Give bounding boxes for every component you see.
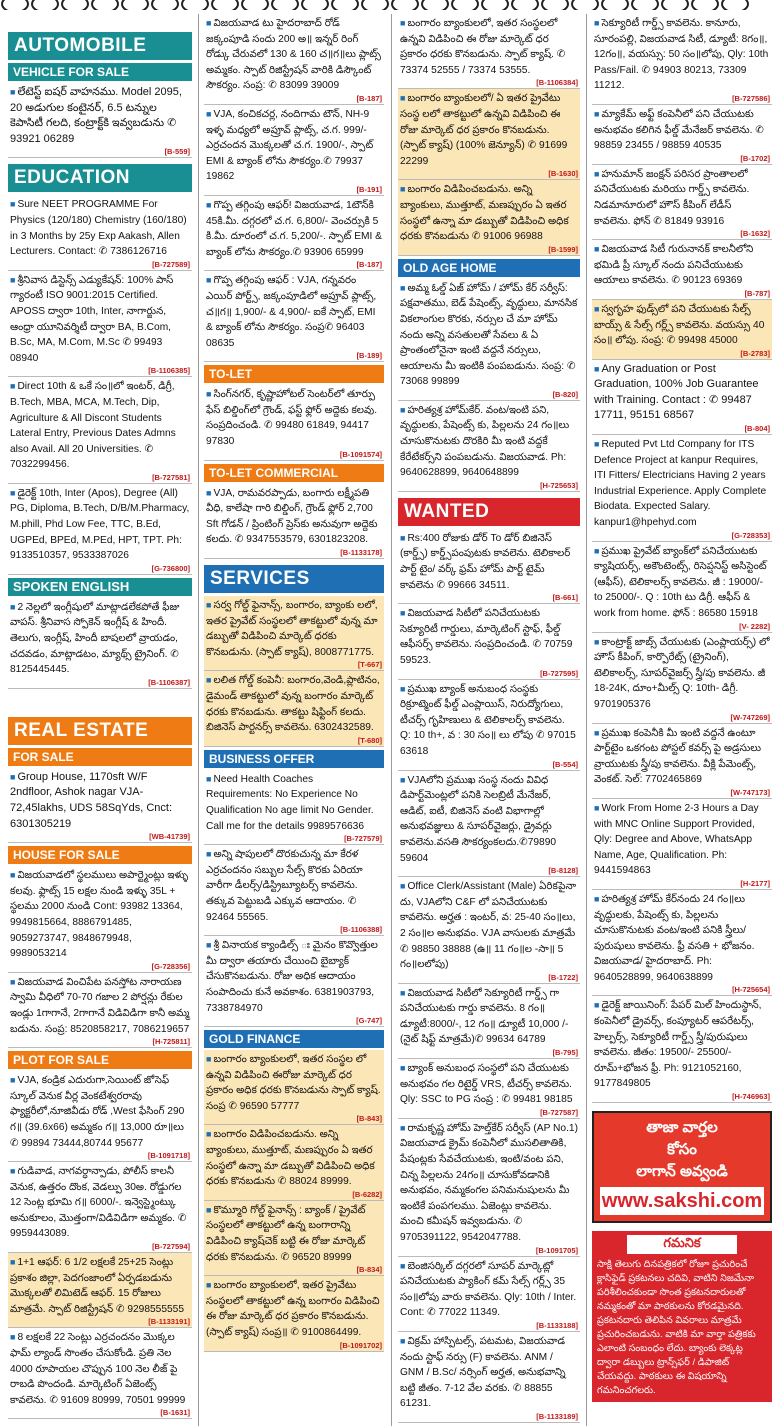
column-divider (586, 14, 587, 1426)
sakshi-promo-banner[interactable] (592, 1111, 772, 1223)
notice-body: సాక్షి తెలుగు దినపత్రికలో రోజూ ప్రచురించే క్లాసిఫైడ్ ప్రకటనలు చదివి, వాటిని నిజమేనా పరిశీలించకుండా సొంత ప్రకటనదారులతో నమ్మకంతో మా పాఠకులను కోరడమైనది. ప్రకటనదారు తెలిపిన వివరాలు మాత్రమే ప్రచురించబడును. వాటికి మా వార్తా పత్రికకు ఎలాంటి సంబంధం లేదు. బ్యాంకు లెక్కట్ల ద్వారా డబ్బులు ట్రాన్స్‌ఫర్ / డిపాజిట్ చేయవద్దు. పాఠకులు ఈ విషయాన్ని గమనించగలరు. (597, 1259, 756, 1397)
classified-ad: ■ VJA, కంచికచర్ల, నందిగామ టౌన్, NH-9 ఇళ్ళ మధ్యలో అప్రూవ్ ప్లాట్స్, చ.గ. 999/- ఎర్రచందన మొక్కలతో చ.గ. 1900/-, స్పాట్ EMI & బ్యాంక్ లోను సౌకర్యం.✆ 79937 19862 [B-191] (204, 105, 384, 196)
classified-ad: ■ విజయవాడ సిటీలో సెక్యూరిటీ గార్డ్స్ గా పనిచేయుటకు గార్డు కావలెను. 8 గం॥ డ్యూటీ:8000/-, 12 గం॥ డ్యూటీ 10,000 /- (నైట్ షిఫ్ట్ మాత్రమే)✆ 99634 64789 [B-795] (398, 984, 580, 1059)
classified-ad: ■ 8 లక్షలకే 22 సెంట్లు ఎర్రచందనం మొక్కల ఫామ్ ల్యాండ్ సొంతం చేసుకోండి. ప్రతి నెల 4000 రూపాయల చొప్పున 100 నెల లీజ్ పై రాబడి పొందండి. మార్కెటింగ్ ఏజెంట్స్ కావలెను. ✆ 91609 80999, 70501 99999 [B-1631] (8, 1328, 192, 1419)
ad-code: [B-727594] (152, 1242, 190, 1252)
ad-code: [B-1091705] (535, 1245, 578, 1255)
ad-code: [B-1722] (548, 972, 578, 982)
ad-code: [B-1632] (740, 229, 770, 239)
classified-ad: ■ సింగ్‌నగర్, కృష్ణాహోటల్ సెంటర్‌లో తూర్పు ఫేస్ బిల్డింగ్‌లో గ్రౌండ్, ఫస్ట్ ఫ్లోర్ అద్దెకు కలవు. సంప్రదించండి. ✆ 99480 61849, 94417 97830 [B-1091574] (204, 385, 384, 460)
ad-code: [B-191] (356, 184, 382, 194)
ad-code: [H-725811] (152, 1037, 190, 1047)
ad-code: [H-746963] (732, 1092, 770, 1102)
classified-ad: ■ కాంట్రాక్ట్ జాబ్స్ చేయుటకు (ఎంప్లాయర్స్) లో హౌస్ కీపింగ్, కార్పొరేట్స్ (ట్రైనింగ్), టెలికాలర్స్, సూపర్‌వైజర్స్ స్త్రీ/పు కావలెను. జీ 18-24K, దూం+మీల్స్ Q: 10th- డిగ్రీ. 9701905376 [W-747269] (592, 633, 772, 724)
ad-code: [T-667] (357, 660, 382, 670)
subsection-gold-finance: GOLD FINANCE (204, 1030, 384, 1048)
subsection-spoken-english: SPOKEN ENGLISH (8, 578, 192, 596)
classified-ad: ■ హనుమాన్ జంక్షన్ పరిసర ప్రాంతాలలో పనిచేయుటకు మరియు గార్డ్స్ కావలెను. నిడమానూరులో హౌస్ కీపింగ్ లేడీస్ కావలెను. ఫోన్ ✆ 81849 93916 [B-1632] (592, 165, 772, 240)
ad-code: [B-727579] (344, 834, 382, 844)
classified-ad-highlighted: ■ బంగారం బ్యాంకులలో, ఇతర ప్రైవేటు సంస్థలలో తాకట్టులో ఉన్న బంగారం విడిపించి ఈ రోజు మార్కెట్ ధర ప్రకారం కొనబడును. (స్పాట్ క్యాష్) సంప్ర॥ ✆ 9100864499. [B-1091702] (204, 1276, 384, 1351)
classified-ad: ■ డైరెక్ట్ 10th, Inter (Apos), Degree (All) PG, Diploma, B.Tech, D/B/M.Pharmacy, M.phill, Phd Low Fee, TTC, B.Ed, UGPEd, BPEd, M.PEd, HPT, TPT. Ph: 9133510357, 9533387026 [G-736800] (8, 484, 192, 575)
ad-code: [B-2783] (740, 348, 770, 358)
notice-title: గమనిక (627, 1235, 737, 1254)
ad-code: [B-1702] (740, 153, 770, 163)
classified-ad: ■ Any Graduation or Post Graduation, 100% Job Guarantee with Training. Contact : ✆ 99487 17711, 95151 68567 [B-804] (592, 360, 772, 435)
section-real-estate: REAL ESTATE (8, 717, 192, 745)
classified-ad: ■ అన్ని షాపులలో దొరకుచున్న మా కేరళ ఎర్రచందనం సబ్బుల సేల్స్ కొరకు ఏరియా వారీగా డీలర్స్/డిస్ట్రిబ్యూటర్స్ కావలెను. తక్కువ పెట్టుబడి ఎక్కువ ఆదాయం. ✆ 92464 55565. [B-1106388] (204, 845, 384, 936)
ad-code: [B-834] (356, 1265, 382, 1275)
ad-code: [B-727589] (152, 259, 190, 269)
classified-ad: ■ Work From Home 2-3 Hours a Day with MNC Online Support Provided, Qly: Degree and Above, WhatsApp Name, Age, Qualification. Ph: 9441594863 [H-2177] (592, 799, 772, 890)
ad-code: [B-189] (356, 351, 382, 361)
ad-code: [G-736800] (151, 563, 190, 573)
classified-ad: ■ ప్రముఖ ప్రైవేట్ బ్యాంక్‌లో పనిచేయుటకు క్యాషియర్స్, అకౌంటెంట్స్, రిసెప్షనిస్ట్ అసిస్టెంట్ (ఆఫీస్), టెలికాలర్స్ కావలెను. జీ : 19000/- to 25000/-. Q : 10th టు డిగ్రీ. ఆఫీస్ & work from home. ఫోన్ : 86580 15918 [V- 2282] (592, 542, 772, 633)
classified-ad: ■ హరిత్యశ్ర హోమ్ కేర్‌నందు 24 గం॥లు వృద్ధులకు, పేషెంట్స్ కు, పిల్లలను చూసుకొనుటకు వంట/ఇంటి పనికి స్త్రీలు/పురుషులు కావలెను. ఫ్రీ వసతి + భోజనం. విజయవాడ/ హైదరాబాద్. Ph: 9640528899, 9640638899 [H-725654] (592, 890, 772, 997)
ad-code: [B-787] (744, 288, 770, 298)
top-ornament-strip (0, 0, 775, 10)
classified-ad: ■ విజయవాడ సిటీలో పనిచేయుటకు సెక్యూరిటీ గార్డులు, మార్కెటింగ్ స్టాఫ్, ఫీల్డ్ ఆఫీసర్స్ కావలెను. సంప్రదించండి. ✆ 70759 59523. [B-727595] (398, 604, 580, 679)
classified-ad: ■ బంగారం బ్యాంకులలో, ఇతర సంస్థలలో ఉన్నవి విడిపించి ఈ రోజు మార్కెట్ ధర ప్రకారం ధరకు కొనబడును. స్పాట్ క్యాష్. ✆ 73374 52555 / 73374 53555. [B-1106384] (398, 14, 580, 89)
classified-ad: ■ విజయవాడ వించిపేట పనస్తోట నారాయణ స్వామి వీధిలో 70-70 గజాల 2 పోర్షన్లు రేకుల ఇండ్లు 1గాగానే, 2గాగానే విడివిడిగా కానీ అమ్మ బడును. సంప్ర: 8520858217, 7086219657 [H-725811] (8, 973, 192, 1048)
classified-ad: ■ గొప్ప తగ్గింపు ఆఫర్! విజయవాడ, 1టౌన్‌కి 45కి.మీ. దగ్గరలో చ.గ. 6,800/- వెంచర్సుకి 5 కి.మీ. దూరంలో చ.గ. 5,200/-. స్పాట్ EMI & బ్యాంక్ లోను సౌకర్యం.✆ 93906 65999 [B-187] (204, 196, 384, 271)
classified-ad-highlighted: ■ 1+1 ఆఫర్: 6 1/2 లక్షలకే 25+25 సెంట్లు ప్రకాశం జిల్లా, పెదగంజాంలో ఏర్పడబడును మొక్కలతో లిమిటెడ్ ఆఫర్. 15 రోజులు మాత్రమే. స్పాట్ రిజిస్ట్రేషన్ ✆ 9298555555 [B-1133191] (8, 1253, 192, 1328)
banner-line: తాజా వార్తల (646, 1119, 718, 1137)
classified-ad: ■ Group House, 1170sft W/F 2ndfloor, Ashok nagar VJA-72,45lakhs, UDS 58SqYds, Cnct: 6301305219 [WB-41739] (8, 768, 192, 843)
classified-ad: ■ విజయవాడ టు హైదరాబాద్ రోడ్ జక్కంపూడి సందు 200 అ॥ ఇన్నర్ రింగ్ రోడ్కు చేరువలో 130 & 160 చ॥గ॥లు ప్లాట్స్ అమ్మకం. స్పాట్ రిజిస్ట్రేషన్ వారికి డిస్కౌంట్ సౌకర్యం. సంప్ర: ✆ 83099 39009 [B-187] (204, 14, 384, 105)
classified-ad: ■ Sure NEET PROGRAMME For Physics (120/180) Chemistry (160/180) in 3 Months by 25y Exp Aakash, Allen Lecturers. Contact: ✆ 7386126716 [B-727589] (8, 195, 192, 270)
classified-ad: ■ శ్రీనివాస డిస్టెన్స్ ఎడ్యుకేషన్: 100% పాస్ గ్యారంటీ ISO 9001:2015 Certified. APOSS ద్వారా 10th, Inter, నాగార్జున, ఆంధ్రా యూనివర్శిటీ ద్వారా BA, B.Com, B.Sc, MA, M.Com, M.Sc ✆ 99493 08940 [B-1106385] (8, 271, 192, 378)
ad-code: [B-1091574] (339, 449, 382, 459)
section-services: SERVICES (204, 565, 384, 593)
classified-ad: ■ Direct 10th & ఒకే సం॥లో ఇంటర్, డిగ్రీ, B.Tech, MBA, MCA, M.Tech, Dip, Agriculture & All Discont Students Lateral Entry, Previous Dates Admns also Avail. All 20 Universities. ✆ 7032299456. [B-727581] (8, 377, 192, 484)
classified-ad: ■ మ్యాకేమ్ అఫ్ట్ కంపెనీలో పని చేయుటకు అనుభవం కలిగిన ఫీల్డ్ మేనేజర్ కావలెను. ✆ 98859 23455 / 98859 40535 [B-1702] (592, 105, 772, 165)
classified-ad: ■ Need Health Coaches Requirements: No Experience No Qualification No age limit No Gender. Call me for the details 9989576636 [B-727579] (204, 770, 384, 845)
classified-ad: ■ విజయవాడలో స్థలములు అపార్ట్మెంట్లు ఇళ్ళు కలవు. ఫ్లాట్స్ 15 లక్షల నుండి ఇళ్ళు 35L + స్థలము 2000 నుండి Cont: 93982 13364, 9949815664, 8886791485, 9059273747, 9848679948, 9989053214 [G-728356] (8, 866, 192, 973)
subsection-old-age-home: OLD AGE HOME (398, 259, 580, 277)
ad-code: [B-1631] (160, 1408, 190, 1418)
classified-ad: ■ సెక్యూరిటీ గార్డ్స్ కావలెను. కానూరు, సూరంపల్లి, విజయవాడ సిటీ, డ్యూటీ: 8గం॥, 12గం॥, వయస్సు: 50 సం॥లోపు, Qly: 10th Pass/Fail. ✆ 94903 80213, 73309 11212. [B-727586] (592, 14, 772, 105)
classified-ad-highlighted: ■ సర్వ గోల్డ్ ఫైనాన్స్, బంగారం, బ్యాంకు లలో, ఇతర ప్రైవేట్ సంస్థలలో తాకట్టులో వున్న మా డబ్బుతో విడిపించి మార్కెట్ ధరకు కొనబడును. (స్పాట్ క్యాష్), 8008771775. [T-667] (204, 596, 384, 671)
ad-code: [B-187] (356, 260, 382, 270)
ad-code: [G-747] (356, 1016, 382, 1026)
ad-code: [B-1133178] (340, 548, 382, 558)
classified-ad: ■ గొప్ప తగ్గింపు ఆఫర్ : VJA, గన్నవరం ఎయిర్ పోర్ట్స్, జక్కంపూడిలో అప్రూవ్ ప్లాట్స్, చ॥గ॥ 1,900/- & 4,900/- ఐకే స్పాట్, EMI & బ్యాంక్ లోను సౌకర్యం. సంప్ర✆ 96403 08635 [B-189] (204, 271, 384, 362)
column-1 (8, 14, 192, 1426)
column-2 (204, 14, 384, 1426)
classified-ad: ■ VJAలోని ప్రముఖ సంస్థ నందు వివిధ డిపార్ట్‌మెంట్లలో పనికి సెలబ్రిటీ మేనేజర్, ఆడిట్, ఐటీ, బిజినెస్ వంటి విభాగాల్లో అనుభవజ్ఞులు & సూపర్‌వైజర్లు, డ్రైవర్లు కావలెను.వసతి సౌకర్యంకలదు.✆79890 59604 [B-8128] (398, 771, 580, 878)
ad-code: [B-1091702] (339, 1340, 382, 1350)
ad-code: [T-680] (357, 735, 382, 745)
ad-code: [WB-41739] (149, 832, 190, 842)
ad-code: [B-6282] (352, 1189, 382, 1199)
classified-ad-highlighted: ■ బంగారం బ్యాంకులలో, ఇతర సంస్థల లో ఉన్నవి విడిపించి ఈరోజు మార్కెట్ ధర ప్రకారం అధిక ధరకు కొనబడును స్పాట్ క్యాష్. సంప్ర ✆ 96590 57777 [B-843] (204, 1050, 384, 1125)
subsection-business-offer: BUSINESS OFFER (204, 750, 384, 768)
classified-ad: ■ హరిత్యశ్ర హోమ్‌కేర్. వంట/ఇంటి పని, వృద్ధులకు, పేషెంట్స్ కు, పిల్లలను 24 గం॥లు చూసుకొనుటకు దొరకిరి మీ ఇంటి వద్దకే కేరేటేకర్స్‌ని పంపబడును. విజయవాడ. Ph: 9640628899, 9640648899 [H-725653] (398, 401, 580, 492)
ad-code: [B-8128] (548, 866, 578, 876)
banner-line: లాగాన్ అవ్వండి (636, 1163, 728, 1181)
classified-ad: ■ బ్యాంక్ అనుబంధ సంస్థలో పని చేయుటకు అనుభవం గల రిటైర్డ్ VRS, టీచర్స్ కావలెను. Qly: SSC to PG సంప్ర : ✆ 99481 98185 [B-727587] (398, 1059, 580, 1119)
column-4 (592, 14, 772, 1426)
ad-code: [V- 2282] (739, 621, 770, 631)
ad-code: [W-747173] (730, 787, 770, 797)
ad-code: [B-820] (552, 389, 578, 399)
classified-ad-highlighted: ■ లలిత గోల్డ్ కంపెనీ: బంగారం,వెండి,ప్లాటినం, డైమండ్ తాకట్టులో వున్న బంగారం మార్కెట్ ధరకు కొనబడును. తాకట్టు షిఫ్టింగ్ కలదు. బిజినెస్ పార్టనర్స్ కావలెను. 6302432589. [T-680] (204, 671, 384, 746)
ad-code: [B-1106385] (148, 366, 190, 376)
section-automobile: AUTOMOBILE (8, 32, 192, 60)
banner-line: కోసం (667, 1141, 697, 1159)
ad-code: [H-725653] (540, 480, 578, 490)
ad-code: [B-795] (552, 1048, 578, 1058)
ad-code: [B-1630] (548, 169, 578, 179)
classified-ad: ■ రామకృష్ణ హోమ్ హెల్త్‌కేర్ సర్వీస్ (AP No.1) విజయవాడ క్రైమ్ కంపెనీలో ముసలితాతికి, పేషంట్లకు సేవచేయుటకు, ఇంటి/వంట పని, చిన్న పిల్లలను 24గం॥ చూసుకోవడానికి అనుభవం, నమ్మకంగల పనిమనుషులను మీ ఇంటికే పంపగలము. ఏజెంట్లు కావలెను. మంచి కమీషన్ ఇవ్వబడును. ✆ 9705391122, 9542047788. [B-1091705] (398, 1119, 580, 1257)
ad-code: [G-728353] (731, 530, 770, 540)
classified-ad: ■ విజయవాడ సిటీ గురునానక్ కాలనీలోని భమిడి ప్రీ స్కూల్ నందు పనిచేయుటకు ఆయాలు కావలెను. ✆ 90123 69369 [B-787] (592, 240, 772, 300)
column-divider (391, 14, 392, 1426)
classified-ad: ■ Reputed Pvt Ltd Company for ITS Defence Project at kanpur Requires, ITI Fitters/ Electricians Having 2 years Industrial Experience. Apply Complete Biodata. Expected Salary. kanpur1@hpehyd.com [G-728353] (592, 435, 772, 542)
classified-ad: ■ Office Clerk/Assistant (Male) ఏరికపైనా దు, VJAలోని C&F లో పనిచేయుటకు కావలెను. అర్హత : ఇంటర్, వ: 25-40 సం॥లు, 2 సం॥ల అనుభవం. VJA వాసులకు మాత్రమే ✆ 98850 38888 (ఉ॥ 11 గం॥ల -సా॥ 5 గం॥లలోపు) [B-1722] (398, 877, 580, 984)
subsection-to-let: TO-LET (204, 365, 384, 383)
subsection-for-sale: FOR SALE (8, 748, 192, 766)
ad-code: [B-1133191] (148, 1317, 190, 1327)
ad-code: [B-1599] (548, 244, 578, 254)
classified-ad-highlighted: ■ స్వగృహ ఫుడ్స్‌లో పని చేయుటకు సేల్స్ బాయ్స్ & సేల్స్ గర్ల్స్ కావలెను. వయస్సు 40 సం॥ లోపు. సంప్ర: ✆ 99498 45000 [B-2783] (592, 300, 772, 360)
classified-ad: ■ బెంజిసర్కిల్ దగ్గరలో సూపర్ మార్కెట్లో పనిచేయుటకు ప్యాకింగ్ కమ్ సేల్స్ గర్ల్స్ 35 సం॥లోపు వారు కావలెను. Qly: 10th / Inter. Cont: ✆ 77022 11349. [B-1133188] (398, 1257, 580, 1332)
ad-code: [B-727586] (732, 93, 770, 103)
ad-code: [B-727581] (152, 472, 190, 482)
ad-code: [B-1091718] (147, 1151, 190, 1161)
classified-ad: ■ VJA, రామవరప్పాడు, బంగారు లక్ష్మీపతి వీధి, కాలేషా గారి బిల్డింగ్, గ్రౌండ్ ఫ్లోర్ 2,700 Sft గోడన్ / ప్రింటింగ్ ప్రెస్‌కు అనువుగా అద్దెకు కలదు. ✆ 9347553579, 6301823208. [B-1133178] (204, 484, 384, 559)
classified-ad: ■ Rs:400 రోజుకు డోర్ To డోర్ బిజినెస్ (కార్డ్స్) కార్డ్స్‌పంపుటకు కావలెను. టెలికాలర్ పార్ట్ టైం/ వర్క్ ఫ్రమ్ హోమ్ పార్ట్ టైమ్ కావలెను ✆ 99666 34511. [B-661] (398, 529, 580, 604)
classified-ad-highlighted: ■ బంగారం విడిపించబడును. అన్ని బ్యాంకులు, ముత్తూట్, మణప్పురం ఏ ఇతర సంస్థలో ఉన్నా మా డబ్బుతో విడిపించి అధిక ధరకు కొనబడును ✆ 91006 96988 [B-1599] (398, 180, 580, 255)
classified-ad: ■ 2 నెల్లలో ఇంగ్లీషులో మాట్లాడలేకపోతే ఫీజు వాపస్. శ్రీనివాస స్పోకెన్ ఇంగ్లీష్ & హిందీ. తెలుగు, ఇంగ్లీష్, హిందీ బాషలలో వ్రాయడం, చదవడం, మాట్లాడటం, మ్యాథ్స్ ట్రైనింగ్. ✆ 8125445445. [B-1106387] (8, 598, 192, 689)
ad-code: [W-747269] (730, 712, 770, 722)
ad-code: [B-559] (164, 147, 190, 157)
disclaimer-notice (592, 1231, 772, 1402)
classified-ad: ■ VJA, కండ్రిక ఎదురుగా,సెయింట్ జోసెఫ్ స్కూల్ వెనుక వీర్ల వెంకటేశ్వరరావు ఫ్యాక్టరీలో,నూజివీడు రోడ్ ,West ఫేసింగ్ 290 గ॥ (39.6x66) అమ్మకం గ॥ 13,000 రూ॥లు ✆ 99894 73444,80744 95677 [B-1091718] (8, 1071, 192, 1162)
ad-code: [H-2177] (740, 878, 770, 888)
ad-code: [B-1106384] (536, 78, 578, 88)
classified-ad: ■ గుడివాడ, నాగవర్ధాన్పాడు, పోలీస్ కాలనీ వెనుక, ఉత్తరం దొంక, వెడల్పు 30అ. రోడ్డుగల 12 సెంట్ల భూమి గ॥ 6000/-. ఇన్వెస్ట్మెంట్కు అనుకూలం, మొత్తంగా/విడివిడిగా అమ్మకం. ✆ 9959443089. [B-727594] (8, 1162, 192, 1253)
ad-code: [B-727587] (540, 1107, 578, 1117)
ad-code: [B-1106387] (148, 677, 190, 687)
ad-code: [B-843] (356, 1114, 382, 1124)
classified-ad: ■ లేటెస్ట్ ఐషర్ వాహనము. Model 2095, 20 అడుగుల కంటైనర్, 6.5 టన్నుల కెపాసిటీ గలది, కంట్రాక్ట్‌కి ఇవ్వబడును ✆ 93921 06289 [B-559] (8, 83, 192, 158)
classified-ad: ■ అమ్మ ఓల్డ్ ఏజ్ హోమ్ / హోమ్ కేర్ సర్వీస్: పక్షవాతము, బెడ్ పేషెంట్స్, వృద్ధులు, మానసిక వికలాంగుల కొరకు, నర్సుల చే మా హోమ్ నందు అన్ని వసతులతో సేవలు & ఏ ప్రాంతంలోనైనా ఇంటి వద్దనే నర్సులు, ఆయాలను మీ ఇంటికి పంపబడును. సంప్ర: ✆ 73068 99899 [B-820] (398, 279, 580, 401)
classified-ad: ■ ప్రముఖ కంపెనీకి మీ ఇంటి వద్దనే ఉంటూ పార్ట్‌టైం ఒకగంట పోస్టల్ కవర్స్ పై అడ్రసులు వ్రాయుటకు స్త్రీ/పు కావలెను. వీక్లి పేమెంట్స్, వెంకట్. సెల్: 7702465869 [W-747173] (592, 724, 772, 799)
ad-code: [B-804] (744, 424, 770, 434)
ad-code: [B-1106388] (340, 925, 382, 935)
subsection-plot-for-sale: PLOT FOR SALE (8, 1051, 192, 1069)
subsection-house-for-sale: HOUSE FOR SALE (8, 846, 192, 864)
classified-ad: ■ డైరెక్ట్ జాయినింగ్: పేపర్ మిల్ హిందుస్థాన్, కంపెనీలో డ్రైవర్స్, కంప్యూటర్ ఆపరేటర్స్, హెల్పర్స్, సెక్యూరిటీ గార్డ్స్ స్త్రీ/పురుషులు కావలెను. జీతం: 19500/- 25500/- రూమ్+భోజన ఫ్రీ. Ph: 9121052160, 9177849805 [H-746963] (592, 996, 772, 1103)
column-divider (198, 14, 199, 1426)
ad-code: [H-725654] (732, 985, 770, 995)
ad-code: [B-554] (552, 759, 578, 769)
section-education: EDUCATION (8, 164, 192, 192)
ad-code: [B-1133189] (536, 1411, 578, 1421)
section-wanted: WANTED (398, 498, 580, 526)
ad-code: [B-727595] (540, 668, 578, 678)
column-3 (398, 14, 580, 1426)
ad-code: [B-187] (356, 93, 382, 103)
ad-code: [B-1133188] (536, 1320, 578, 1330)
classified-ad: ■ శ్రీ వినాయక క్యాండిల్స్ ః మైనం కొవ్వొత్తుల మీ ద్వారా తయారు చేయించి బైబ్యాక్ చేసుకొనబడును. రోజు అధిక ఆదాయం సంపాదించు కునే అవకాశం. 6381903793, 7338784970 [G-747] (204, 936, 384, 1027)
classified-ad: ■ విక్రమ్ హాస్పిటల్స్, పటమట, విజయవాడ నందు స్టాఫ్ నర్సు (F) కావలెను. ANM / GNM / B.Sc/ నర్సింగ్ అర్హత, అనుభవాన్ని బట్టి జీతం. 7-12 వేల వరకు. ✆ 88855 61231. [B-1133189] (398, 1332, 580, 1423)
ad-code: [G-728356] (151, 961, 190, 971)
subsection-to-let-commercial: TO-LET COMMERCIAL (204, 464, 384, 482)
classified-ad: ■ ప్రముఖ బ్యాంక్ అనుబంధ సంస్థకు రిక్రూట్మెంట్ ఫీల్డ్ ఎంప్లాయిస్, నిరుద్యోగులు, టీచర్స్ గృహిణులు & టెలికాలర్స్ కావలెను. Q: 10 th+, వ : 30 సం॥ లు లోపు ✆ 97015 63618 [B-554] (398, 680, 580, 771)
banner-url[interactable]: www.sakshi.com (600, 1187, 764, 1215)
subsection-vehicle-for-sale: VEHICLE FOR SALE (8, 63, 192, 81)
classified-ad-highlighted: ■ కొమ్మూరి గోల్డ్ ఫైనాన్స్ : బ్యాంక్ / ప్రైవేట్ సంస్థలలో తాకట్టులో ఉన్న బంగారాన్ని విడిపించి క్యాష్‌చెక్ బట్టి ఈ రోజు మార్కెట్ ధరకు కొనబడును. ✆ 96520 89999 [B-834] (204, 1201, 384, 1276)
classified-ad-highlighted: ■ బంగారం బ్యాంకులలో/ ఏ ఇతర ప్రైవేటు సంస్థ లలో తాకట్టులో ఉన్నవి విడిపించి ఈ రోజు మార్కెట్ ధర ప్రకారం కొనబడును. (స్పాట్ క్యాష్) (100% జెన్యూన్) ✆ 91699 22299 [B-1630] (398, 89, 580, 180)
classified-ad-highlighted: ■ బంగారం విడిపించబడును. అన్ని బ్యాంకులు, ముత్తూట్, మణప్పురం ఏ ఇతర సంస్థలో ఉన్నా మా డబ్బుతో విడిపించి అధిక ధరకు కొనబడును ✆ 88024 89999. [B-6282] (204, 1125, 384, 1200)
ad-code: [B-661] (552, 593, 578, 603)
